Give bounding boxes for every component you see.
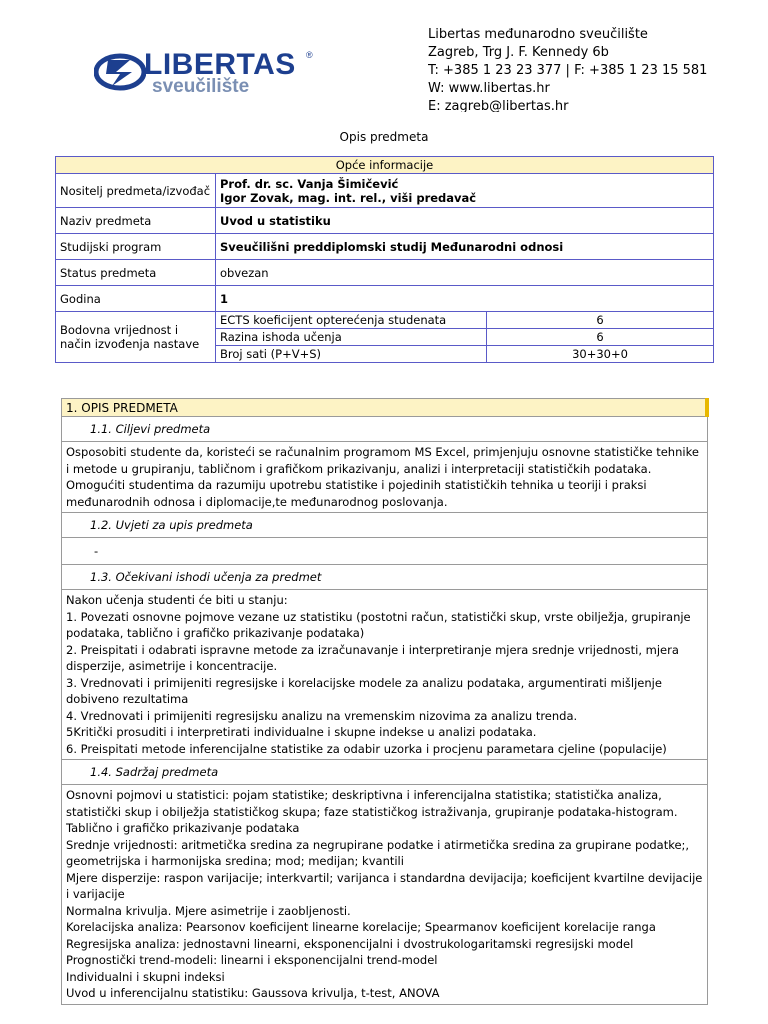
contact-block (428, 26, 707, 112)
content-heading: 1.4. Sadržaj predmeta (62, 760, 708, 785)
holder-value (216, 174, 714, 208)
outcome-item: Nakon učenja studenti će biti u stanju: (66, 593, 288, 607)
content-item: Uvod u inferencijalnu statistiku: Gaussova krivulja, t-test, ANOVA (66, 986, 440, 1000)
general-info-table (55, 156, 714, 363)
content-item: Mjere disperzije: raspon varijacije; interkvartil; varijanca i standardna devijacija; koeficijent kvartilne devijacije i varijacije (66, 870, 703, 901)
status-value: obvezan (216, 260, 714, 286)
outcome-item: 1. Povezati osnovne pojmove vezane uz statistiku (postotni račun, statistički skup, vrste obilježja, grupiranje podataka, tablično i grafičko prikazivanje podataka) (66, 609, 691, 640)
holder-name-1: Prof. dr. sc. Vanja Šimičević (220, 176, 399, 191)
contact-institution: Libertas međunarodno sveučilište (428, 27, 648, 42)
holder-name-2: Igor Zovak, mag. int. rel., viši predavač (220, 190, 477, 205)
level-row-name: Razina ishoda učenja (216, 329, 487, 346)
logo-subtitle: sveučilište (152, 76, 250, 97)
libertas-logo (94, 46, 324, 102)
course-description-table (61, 398, 709, 1005)
ects-row-name: ECTS koeficijent opterećenja studenata (216, 312, 487, 329)
registered-mark: ® (306, 50, 313, 60)
outcome-item: 6. Preispitati metode inferencijalne statistike za odabir uzorka i procjenu parametara cjeline (populacije) (66, 741, 667, 756)
ects-row-value: 6 (487, 312, 714, 329)
goals-heading: 1.1. Ciljevi predmeta (62, 417, 708, 442)
document-title: Opis predmeta (339, 130, 429, 144)
outcome-item: 4. Vrednovati i primijeniti regresijsku analizu na vremenskim nizovima za analizu trenda. (66, 708, 578, 723)
content-item: Srednje vrijednosti: aritmetička sredina za negrupirane podatke i atirmetička sredina za grupirane podatke;, geometrijska i harmonijska sredina; mod; medijan; kvantili (66, 837, 690, 868)
outcome-item: 3. Vrednovati i primijeniti regresijske i korelacijske modele za analizu podataka, argumentirati mišljenje dobiveno rezultatima (66, 675, 662, 706)
section-title: 1. OPIS PREDMETA (62, 399, 708, 417)
general-info-header: Opće informacije (56, 157, 714, 174)
content-item: Tablično i grafičko prikazivanje podataka (66, 821, 300, 835)
content-item: Prognostički trend-modeli: linearni i eksponencijalni trend-model (66, 953, 438, 967)
outcome-item: 2. Preispitati i odabrati ispravne metode za izračunavanje i interpretiranje mjera srednje vrijednosti, mjera disperzije, asimetrije i koncentracije. (66, 642, 679, 673)
contact-address: Zagreb, Trg J. F. Kennedy 6b (428, 45, 609, 60)
content-item: Korelacijska analiza: Pearsonov koeficijent linearne korelacije; Spearmanov koeficijent korelacije ranga (66, 920, 656, 934)
content-item: Regresijska analiza: jednostavni linearni, eksponencijalni i dvostrukologaritamski regresijski model (66, 936, 634, 951)
hours-row-value: 30+30+0 (487, 346, 714, 363)
goals-text: Osposobiti studente da, koristeći se računalnim programom MS Excel, primjenjuju osnovne statističke tehnike i metode u grupiranju, tabličnom i grafičkom prikazivanju, analizi i interpretaciji statističkih podataka. Omogućiti studentima da razumiju upotrebu statistike i pojedinih statističkih tehnika u teoriji i praksi međunarodnih odnosa i diplomacije,te međunarodnog poslovanja. (62, 442, 708, 513)
program-value: Sveučilišni preddiplomski studij Međunarodni odnosi (216, 234, 714, 260)
program-label: Studijski program (56, 234, 216, 260)
ects-label: Bodovna vrijednost i način izvođenja nastave (56, 312, 216, 363)
contact-email[interactable]: E: zagreb@libertas.hr (428, 99, 569, 112)
requirements-text: - (62, 538, 708, 565)
year-value: 1 (216, 286, 714, 312)
content-item: Individualni i skupni indeksi (66, 969, 225, 984)
content-list (62, 785, 708, 1005)
course-value: Uvod u statistiku (216, 208, 714, 234)
holder-label: Nositelj predmeta/izvođač (56, 174, 216, 208)
outcome-item: 5Kritički prosuditi i interpretirati individualne i skupne indekse u analizi podataka. (66, 725, 537, 739)
level-row-value: 6 (487, 329, 714, 346)
course-label: Naziv predmeta (56, 208, 216, 234)
requirements-heading: 1.2. Uvjeti za upis predmeta (62, 513, 708, 538)
logo-wordmark: LIBERTAS (144, 48, 296, 81)
contact-website[interactable]: W: www.libertas.hr (428, 81, 550, 96)
year-label: Godina (56, 286, 216, 312)
outcomes-heading: 1.3. Očekivani ishodi učenja za predmet (62, 565, 708, 590)
content-item: Osnovni pojmovi u statistici: pojam statistike; deskriptivna i inferencijalna statistika; statistička analiza, statistički skup i obilježja statističkog skupa; faze statističkog istraživanja, grupiranje podataka-histogram. (66, 788, 678, 819)
content-item: Normalna krivulja. Mjere asimetrije i zaobljenosti. (66, 903, 351, 918)
libertas-emblem-icon (94, 50, 146, 94)
contact-phone: T: +385 1 23 23 377 | F: +385 1 23 15 581 (428, 63, 708, 78)
hours-row-name: Broj sati (P+V+S) (216, 346, 487, 363)
status-label: Status predmeta (56, 260, 216, 286)
outcomes-list (62, 590, 708, 760)
